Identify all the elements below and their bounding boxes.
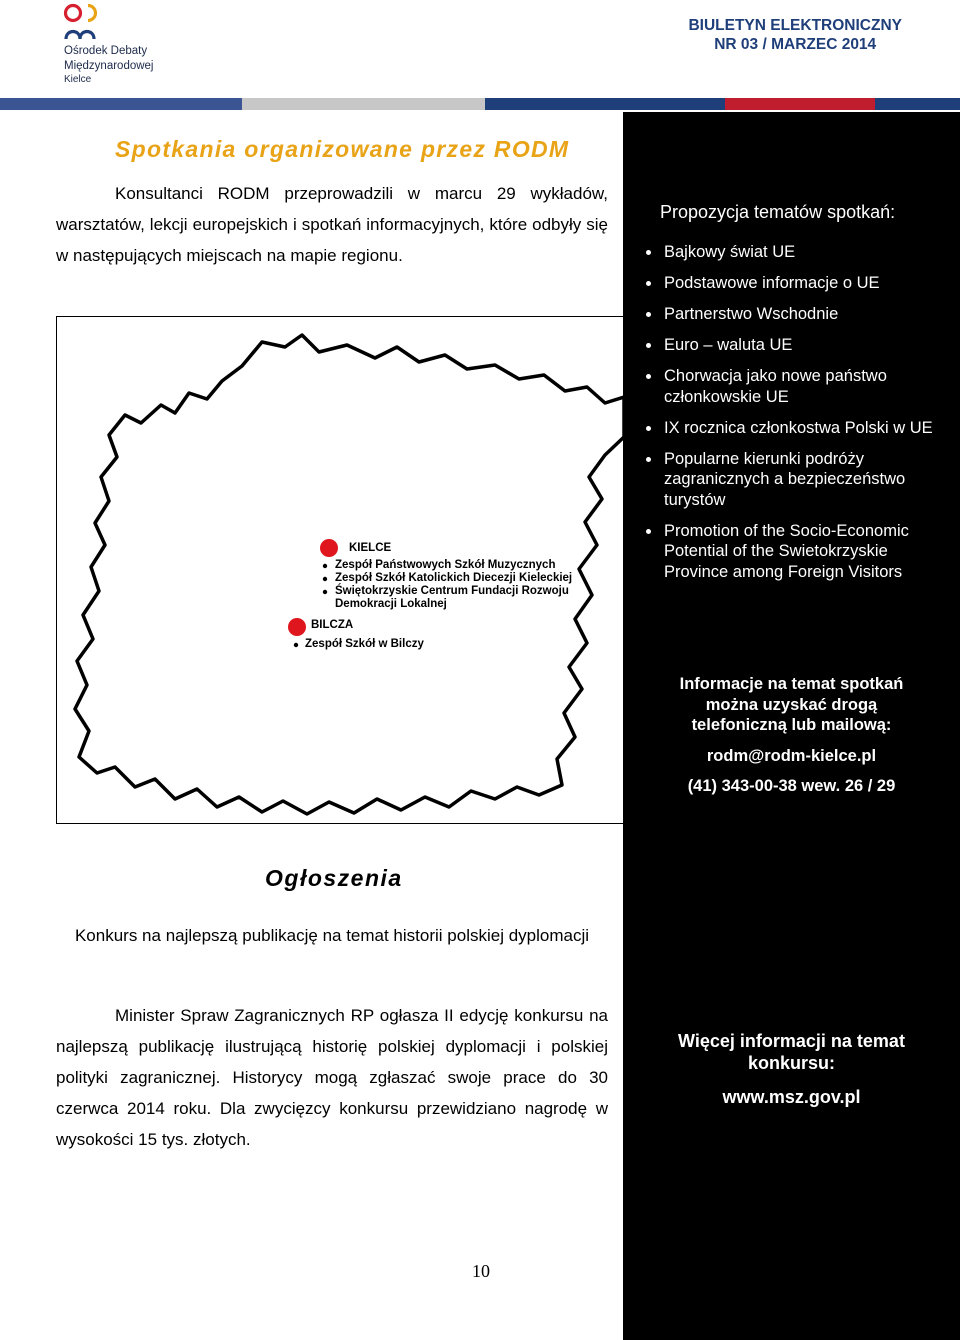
header-stripe-2 [242, 98, 485, 110]
topics-list [645, 242, 955, 593]
kielce-item: Demokracji Lokalnej [335, 598, 447, 610]
contact-info [623, 674, 960, 797]
header-stripe-3 [485, 98, 725, 110]
section-title: Spotkania organizowane przez RODM [115, 136, 570, 162]
bulletin-issue: NR 03 / MARZEC 2014 [714, 36, 877, 53]
page-number: 10 [472, 1261, 490, 1281]
more-info-text: Więcej informacji na temat konkursu: [678, 1031, 905, 1073]
topic-item: Chorwacja jako nowe państwo członkowskie UE [645, 366, 955, 407]
topic-item: Partnerstwo Wschodnie [645, 304, 955, 325]
odm-logo-icon [62, 2, 122, 44]
logo-line: Ośrodek Debaty [64, 45, 148, 57]
kielce-item: Zespół Państwowych Szkół Muzycznych [335, 559, 556, 571]
kielce-marker [320, 539, 338, 557]
more-info-link[interactable]: www.msz.gov.pl [722, 1087, 861, 1107]
contest-title: Konkurs na najlepszą publikację na temat historii polskiej dyplomacji [74, 926, 590, 945]
contact-phone: (41) 343-00-38 wew. 26 / 29 [687, 777, 896, 795]
kielce-label: KIELCE [349, 542, 392, 554]
panel-title: Propozycja tematów spotkań: [660, 202, 896, 222]
kielce-item: Świętokrzyskie Centrum Fundacji Rozwoju [335, 585, 569, 597]
logo-text [64, 44, 154, 88]
bilcza-marker [288, 618, 306, 636]
topic-item: Promotion of the Socio-Economic Potential of the Swietokrzyskie Province among Foreign Visitors [645, 521, 955, 583]
odm-logo [62, 2, 182, 90]
topic-item: Bajkowy świat UE [645, 242, 955, 263]
bulletin-header [688, 16, 902, 54]
region-map [56, 316, 623, 824]
logo-line: Kielce [64, 74, 92, 85]
region-outline [57, 317, 624, 825]
contest-body: Minister Spraw Zagranicznych RP ogłasza II edycję konkursu na najlepszą publikację ilustrującą historię polskiej dyplomacji i polskiej polityki zagranicznej. Historycy mogą zgłaszać swoje prace do 30 czerwca 2014 roku. Dla zwycięzcy konkursu przewidziano nagrodę w wysokości 15 tys. złotych. [56, 1006, 608, 1149]
contact-email[interactable]: rodm@rodm-kielce.pl [706, 746, 877, 765]
topic-item: Euro – waluta UE [645, 335, 955, 356]
bilcza-label: BILCZA [311, 619, 354, 631]
header-stripe-5 [875, 98, 960, 110]
announcements-title: Ogłoszenia [265, 865, 403, 891]
kielce-item: Zespół Szkół Katolickich Diecezji Kieleckiej [335, 572, 573, 584]
topics-panel [623, 112, 960, 1340]
bilcza-item: Zespół Szkół w Bilczy [305, 638, 424, 650]
intro-paragraph: Konsultanci RODM przeprowadzili w marcu 29 wykładów, warsztatów, lekcji europejskich i spotkań informacyjnych, które odbyły się w następujących miejscach na mapie regionu. [56, 184, 608, 265]
header-stripe-4 [725, 98, 875, 110]
more-info [623, 1030, 960, 1108]
topic-item: IX rocznica członkostwa Polski w UE [645, 418, 955, 439]
header-stripe-1 [0, 98, 242, 110]
topic-item: Podstawowe informacje o UE [645, 273, 955, 294]
topic-item: Popularne kierunki podróży zagranicznych a bezpieczeństwo turystów [645, 449, 955, 511]
contact-text: Informacje na temat spotkań można uzyskać drogą telefoniczną lub mailową: [679, 675, 904, 734]
bulletin-title: BIULETYN ELEKTRONICZNY [688, 17, 902, 34]
logo-line: Międzynarodowej [64, 59, 154, 72]
